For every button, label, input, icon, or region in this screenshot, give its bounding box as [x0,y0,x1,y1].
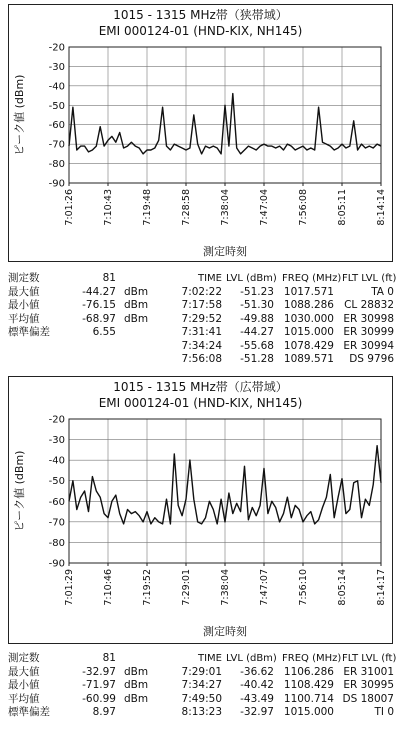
avg-label: 平均値 [8,312,40,325]
cell-flight-level: TI 0 [374,706,394,718]
cell-freq: 1106.286 [283,665,334,678]
cell-freq: 1088.286 [283,299,334,311]
x-tick-label: 7:10:43 [103,189,114,226]
x-tick-label: 7:28:58 [181,189,192,226]
chart-panel-wideband [8,376,393,644]
min-label: 最小値 [8,679,40,691]
table-row [156,313,396,327]
count-row [8,652,168,666]
count-label: 測定数 [8,652,40,664]
cell-freq: 1015.000 [283,706,334,718]
avg-value: -60.99 [82,692,116,705]
chart-title: 1015 - 1315 MHz帯（狭帯域） [113,8,288,22]
y-axis-label: ピーク値 (dBm) [13,450,26,532]
x-tick-label: 7:47:04 [259,189,270,226]
sd-row [8,706,168,720]
min-row [8,299,168,313]
table-row [156,693,396,707]
x-tick-label: 7:56:08 [298,189,309,226]
y-tick-label: -70 [48,139,65,151]
table-row [156,340,396,354]
stats-narrowband [8,272,397,365]
min-unit: dBm [124,299,149,311]
cell-time: 7:02:22 [181,285,222,298]
count-label: 測定数 [8,272,40,284]
col-level: LVL (dBm) [226,273,277,284]
col-flight-level: FLT LVL (ft) [342,273,397,284]
max-value: -44.27 [82,285,116,298]
table-row [156,286,396,300]
col-level: LVL (dBm) [226,653,277,664]
cell-time: 7:34:27 [181,679,222,691]
cell-flight-level: ER 30994 [343,339,394,352]
cell-level: -55.68 [240,339,274,352]
cell-time: 7:49:50 [181,692,222,705]
table-row [156,299,396,313]
col-freq: FREQ (MHz) [282,273,342,284]
x-tick-label: 7:19:52 [142,569,153,606]
cell-freq: 1030.000 [283,312,334,325]
cell-freq: 1089.571 [283,353,334,365]
peak-table [156,652,396,720]
cell-flight-level: ER 30998 [343,312,394,325]
sd-row [8,326,168,340]
avg-row [8,313,168,327]
avg-row [8,693,168,707]
x-tick-label: 7:19:48 [142,189,153,226]
avg-unit: dBm [124,692,149,705]
stats-wideband [8,652,397,742]
chart-subtitle: EMI 000124-01 (HND-KIX, NH145) [98,24,303,38]
table-row [156,706,396,720]
peak-table-header [156,272,396,286]
x-axis-label: 測定時刻 [203,625,247,638]
table-row [156,353,396,367]
summary-stats [8,272,168,340]
y-tick-label: -90 [48,558,65,570]
y-tick-label: -30 [48,435,65,447]
max-value: -32.97 [82,665,116,678]
y-tick-label: -40 [48,455,65,467]
cell-time: 7:29:52 [181,312,222,325]
cell-level: -51.23 [240,285,274,298]
col-time: TIME [197,273,222,284]
count-value: 81 [102,652,116,664]
chart-title: 1015 - 1315 MHz帯（広帯域） [113,380,288,394]
cell-freq: 1108.429 [283,679,334,691]
x-tick-label: 7:10:46 [103,569,114,606]
cell-level: -51.30 [240,299,274,311]
max-unit: dBm [124,665,149,678]
cell-time: 8:13:23 [181,706,222,718]
table-row [156,679,396,693]
cell-level: -43.49 [240,692,274,705]
cell-level: -32.97 [240,706,274,718]
x-tick-label: 7:38:04 [220,569,231,606]
y-tick-label: -90 [48,178,65,190]
count-row [8,272,168,286]
min-unit: dBm [124,679,149,691]
y-tick-label: -70 [48,517,65,529]
y-axis-label: ピーク値 (dBm) [13,74,26,156]
table-row [156,326,396,340]
cell-flight-level: DS 9796 [349,353,394,365]
peak-table [156,272,396,367]
y-tick-label: -20 [48,414,65,426]
cell-time: 7:29:01 [181,665,222,678]
cell-level: -51.28 [240,353,274,365]
chart-subtitle: EMI 000124-01 (HND-KIX, NH145) [98,396,303,410]
cell-level: -36.62 [240,665,274,678]
x-tick-label: 7:38:04 [220,189,231,226]
x-tick-label: 7:56:10 [298,569,309,606]
y-tick-label: -20 [48,42,65,54]
min-label: 最小値 [8,299,40,311]
x-tick-label: 8:05:11 [337,189,348,226]
line-chart-narrowband [9,41,391,261]
cell-flight-level: CL 28832 [344,299,394,311]
cell-flight-level: ER 30995 [343,679,394,691]
summary-stats [8,652,168,720]
max-row [8,666,168,680]
cell-time: 7:17:58 [181,299,222,311]
avg-label: 平均値 [8,692,40,705]
table-row [156,666,396,680]
y-tick-label: -60 [48,120,65,132]
max-label: 最大値 [8,285,40,298]
cell-time: 7:31:41 [181,326,222,338]
peak-table-header [156,652,396,666]
cell-flight-level: DS 18007 [342,692,394,705]
cell-freq: 1078.429 [283,339,334,352]
y-tick-label: -80 [48,159,65,171]
max-label: 最大値 [8,665,40,678]
y-tick-label: -40 [48,81,65,93]
avg-unit: dBm [124,312,149,325]
cell-freq: 1017.571 [283,285,334,298]
y-tick-label: -50 [48,100,65,112]
x-tick-label: 7:47:07 [259,569,270,606]
cell-flight-level: ER 30999 [343,326,394,338]
cell-level: -44.27 [240,326,274,338]
x-tick-label: 8:14:17 [376,569,387,606]
cell-level: -40.42 [240,679,274,691]
y-tick-label: -50 [48,476,65,488]
line-chart-wideband [9,413,391,641]
avg-value: -68.97 [82,312,116,325]
x-tick-label: 8:14:14 [376,189,387,226]
cell-flight-level: ER 31001 [343,665,394,678]
x-tick-label: 7:29:01 [181,569,192,606]
max-row [8,286,168,300]
cell-flight-level: TA 0 [371,285,394,298]
max-unit: dBm [124,285,149,298]
cell-level: -49.88 [240,312,274,325]
col-flight-level: FLT LVL (ft) [342,653,397,664]
col-freq: FREQ (MHz) [282,653,342,664]
cell-freq: 1015.000 [283,326,334,338]
sd-value: 8.97 [92,706,116,718]
y-tick-label: -30 [48,61,65,73]
col-time: TIME [197,653,222,664]
cell-time: 7:56:08 [181,353,222,365]
min-value: -71.97 [82,679,116,691]
x-tick-label: 7:01:29 [64,569,75,606]
sd-value: 6.55 [92,326,116,338]
x-axis-label: 測定時刻 [203,245,247,258]
min-value: -76.15 [82,299,116,311]
cell-freq: 1100.714 [283,692,334,705]
cell-time: 7:34:24 [181,339,222,352]
sd-label: 標準偏差 [8,706,50,718]
chart-panel-narrowband [8,4,393,262]
x-tick-label: 8:05:14 [337,569,348,606]
sd-label: 標準偏差 [8,326,50,338]
y-tick-label: -60 [48,496,65,508]
x-tick-label: 7:01:26 [64,189,75,226]
y-tick-label: -80 [48,537,65,549]
min-row [8,679,168,693]
count-value: 81 [102,272,116,284]
